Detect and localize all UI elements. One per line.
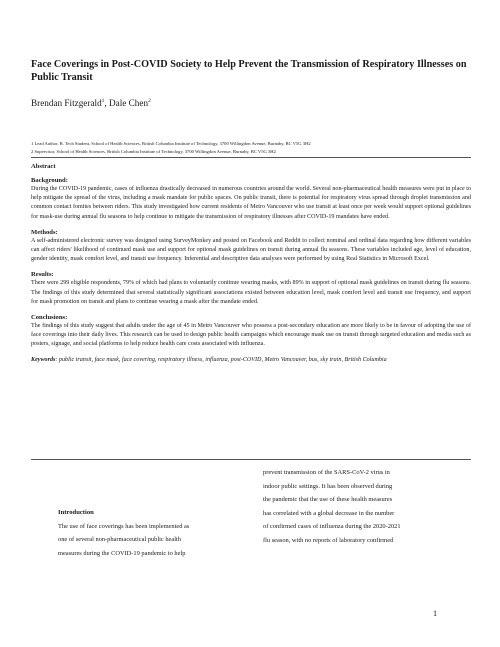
author-superscript: 1	[101, 98, 105, 104]
background-heading: Background:	[31, 177, 68, 184]
results-heading: Results:	[31, 271, 54, 279]
abstract-section	[31, 151, 471, 365]
methods-heading: Methods:	[31, 228, 58, 236]
keywords-text: : public transit, face mask, face covering, respiratory illness, influenza, post-COVID, Metro Vancouver, bus, sky train, British Columbia	[55, 356, 387, 363]
author-line	[31, 95, 151, 109]
body-line: measures during the COVID-19 pandemic to help	[58, 549, 186, 557]
introduction-heading: Introduction	[58, 509, 94, 516]
right-column	[263, 466, 441, 548]
methods-text: A self-administered electronic survey was designed using SurveyMonkey and posted on Facebook and Reddit to collect nominal and ordinal data regarding how different variables can affect riders' likelihood of continued mask use and support for optional mask guidelines on transit during annual flu seasons. These variables included age, level of education, gender identity, mask comfort level, and transit use frequency. Inferential and descriptive data analyses were performed by using Real Statistics in Microsoft Excel.	[31, 237, 471, 263]
background-text: During the COVID-19 pandemic, cases of influenza drastically decreased in numerous countries around the world. Several non-pharmaceutical health measures were put in place to help mitigate the spread of the virus, including a mask mandate for public spaces. On public transit, there is potential for respiratory virus spread through droplet transmission and common contact fomites between riders. This study investigated how current residents of Metro Vancouver who use transit at least once per week would support optional guidelines for mask-use during annual flu seasons to help continue to mitigate the transmission of respiratory illnesses after COVID-19 mandates have ended.	[31, 186, 471, 220]
author-name: , Dale Chen	[104, 98, 149, 108]
page-number: 1	[433, 609, 438, 618]
body-line: one of several non-pharmaceutical public health	[58, 536, 181, 544]
keywords	[31, 356, 471, 365]
author-name: Brendan Fitzgerald	[31, 98, 102, 108]
body-line: indoor public settings. It has been observed during	[263, 482, 393, 490]
body-line: of confirmed cases of influenza during the 2020-2021	[263, 523, 401, 531]
body-line: has correlated with a global decrease in the number	[263, 509, 395, 517]
body-line: The use of face coverings has been implemented as	[58, 522, 190, 530]
affiliation-line: 1 Lead Author, B. Tech Student, School of Health Sciences, British Columbia Institute of Technology, 3700 Willingdon Avenue, Burnaby, BC V5G 3H2	[31, 141, 311, 146]
abstract-heading: Abstract	[31, 163, 56, 170]
body-line: prevent transmission of the SARS-CoV-2 virus in	[263, 469, 390, 476]
body-line: flu season, with no reports of laboratory confirmed	[263, 536, 394, 544]
affiliation-line: 2 Supervisor, School of Health Sciences, British Columbia Institute of Technology, 3700 Willingdon Avenue, Burnaby, BC V5G 3H2	[31, 149, 276, 155]
body-line: the pandemic that the use of these health measures	[263, 496, 393, 504]
keywords-label: Keywords	[31, 356, 56, 363]
results-text: There were 299 eligible respondents, 79% of which had plans to voluntarily continue wearing masks, with 89% in support of optional mask guidelines on transit during flu seasons. The findings of this study determined that several statistically significant associations existed between education level, mask comfort level and transit use frequency, and support for mask promotion on transit and plans to continue wearing a mask after the mandate ended.	[31, 280, 471, 305]
paper-title: Face Coverings in Post-COVID Society to Help Prevent the Transmission of Respiratory Illnesses on Public Transit	[31, 59, 467, 83]
conclusions-text: The findings of this study suggest that adults under the age of 45 in Metro Vancouver who possess a post-secondary education are more likely to be in favour of adopting the use of face coverings into their daily lives. This research can be used to design public health campaigns which encourage mask use on transit through targeted education and media such as posters, signage, and social platforms to help reduce health care costs associated with influenza.	[31, 323, 471, 348]
abstract-bottom-rule	[31, 459, 471, 460]
author-superscript: 2	[148, 98, 151, 104]
left-column	[58, 506, 236, 560]
conclusions-heading: Conclusions:	[31, 314, 68, 322]
